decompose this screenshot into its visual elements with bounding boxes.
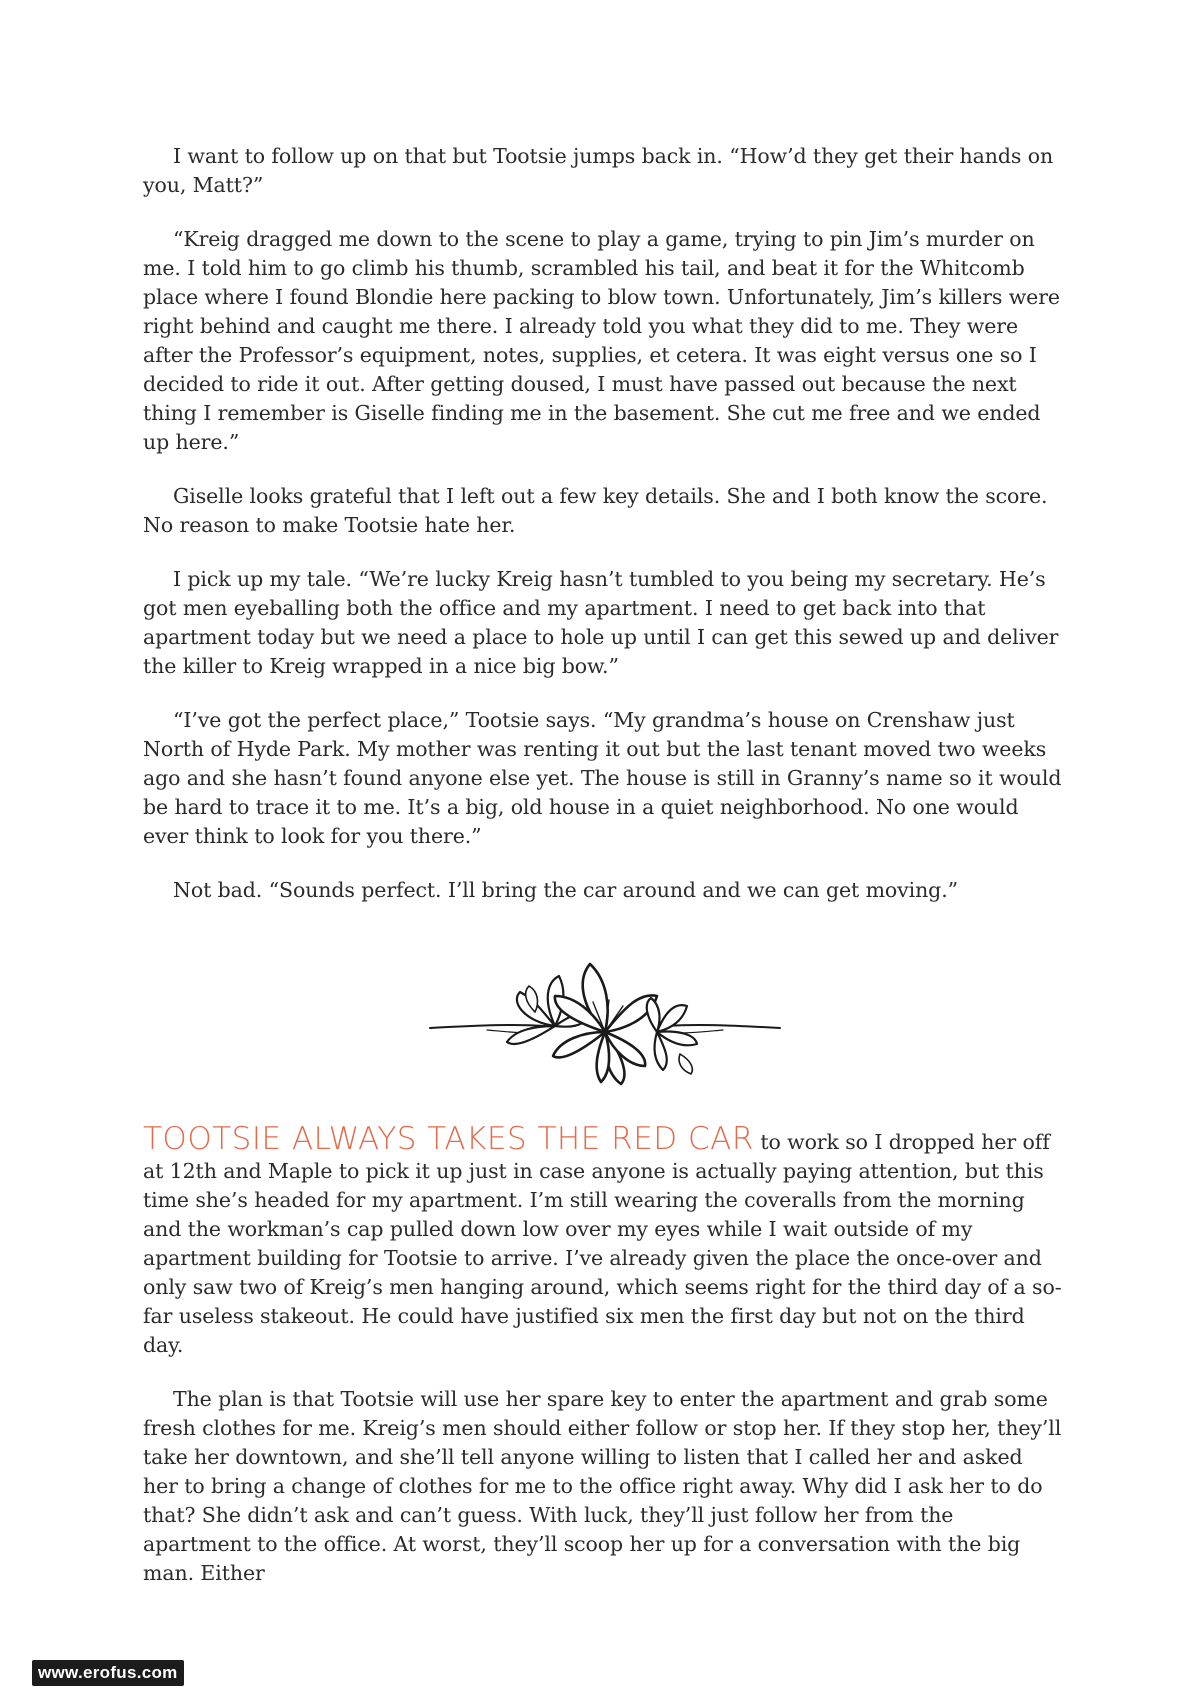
paragraph: The plan is that Tootsie will use her spare key to enter the apartment and grab some fresh clothes for me. Kreig’s men should either follow or stop her. If they stop her, they’ll take her downtown, and she’ll tell anyone willing to listen that I called her and asked her to bring a change of clothes for me to the office right away. Why did I ask her to do that? She didn’t ask and can’t guess. With luck, they’ll just follow her from the apartment to the office. At worst, they’ll scoop her up for a conversation with the big man. Either — [143, 1387, 1062, 1585]
opening-paragraph — [143, 1121, 1063, 1360]
paragraph: “I’ve got the perfect place,” Tootsie says. “My grandma’s house on Crenshaw just North of Hyde Park. My mother was renting it out but the last tenant moved two weeks ago and she hasn’t found anyone else yet. The house is still in Granny’s name so it would be hard to trace it to me. It’s a big, old house in a quiet neighborhood. No one would ever think to look for you there.” — [143, 708, 1062, 848]
paragraph: I want to follow up on that but Tootsie jumps back in. “How’d they get their hands on you, Matt?” — [143, 144, 1054, 197]
paragraph: “Kreig dragged me down to the scene to play a game, trying to pin Jim’s murder on me. I told him to go climb his thumb, scrambled his tail, and beat it for the Whitcomb place where I found Blondie here packing to blow town. Unfortunately, Jim’s killers were right behind and caught me there. I already told you what they did to me. They were after the Professor’s equipment, notes, supplies, et cetera. It was eight versus one so I decided to ride it out. After getting doused, I must have passed out because the next thing I remember is Giselle finding me in the basement. She cut me free and we ended up here.” — [143, 227, 1060, 454]
site-watermark: www.erofus.com — [32, 1660, 184, 1686]
paragraph: I pick up my tale. “We’re lucky Kreig hasn’t tumbled to you being my secretary. He’s got men eyeballing both the office and my apartment. I need to get back into that apartment today but we need a place to hole up until I can get this sewed up and deliver the killer to Kreig wrapped in a nice big bow.” — [143, 567, 1059, 678]
lily-flower-divider-icon — [425, 952, 785, 1092]
paragraph: Not bad. “Sounds perfect. I’ll bring the car around and we can get moving.” — [173, 878, 959, 902]
section-one — [143, 142, 1063, 930]
paragraph: Giselle looks grateful that I left out a few key details. She and I both know the score. No reason to make Tootsie hate her. — [143, 484, 1048, 537]
section-two — [143, 1121, 1063, 1613]
opening-paragraph-text: to work so I dropped her off at 12th and Maple to pick it up just in case anyone is actually paying attention, but this time she’s headed for my apartment. I’m still wearing the coveralls from the morning and the workman’s cap pulled down low over my eyes while I wait outside of my apartment building for Tootsie to arrive. I’ve already given the place the once-over and only saw two of Kreig’s men hanging around, which seems right for the third day of a so-far useless stakeout. He could have justified six men the first day but not on the third day. — [143, 1130, 1062, 1357]
section-lead-in: TOOTSIE ALWAYS TAKES THE RED CAR — [143, 1121, 754, 1157]
